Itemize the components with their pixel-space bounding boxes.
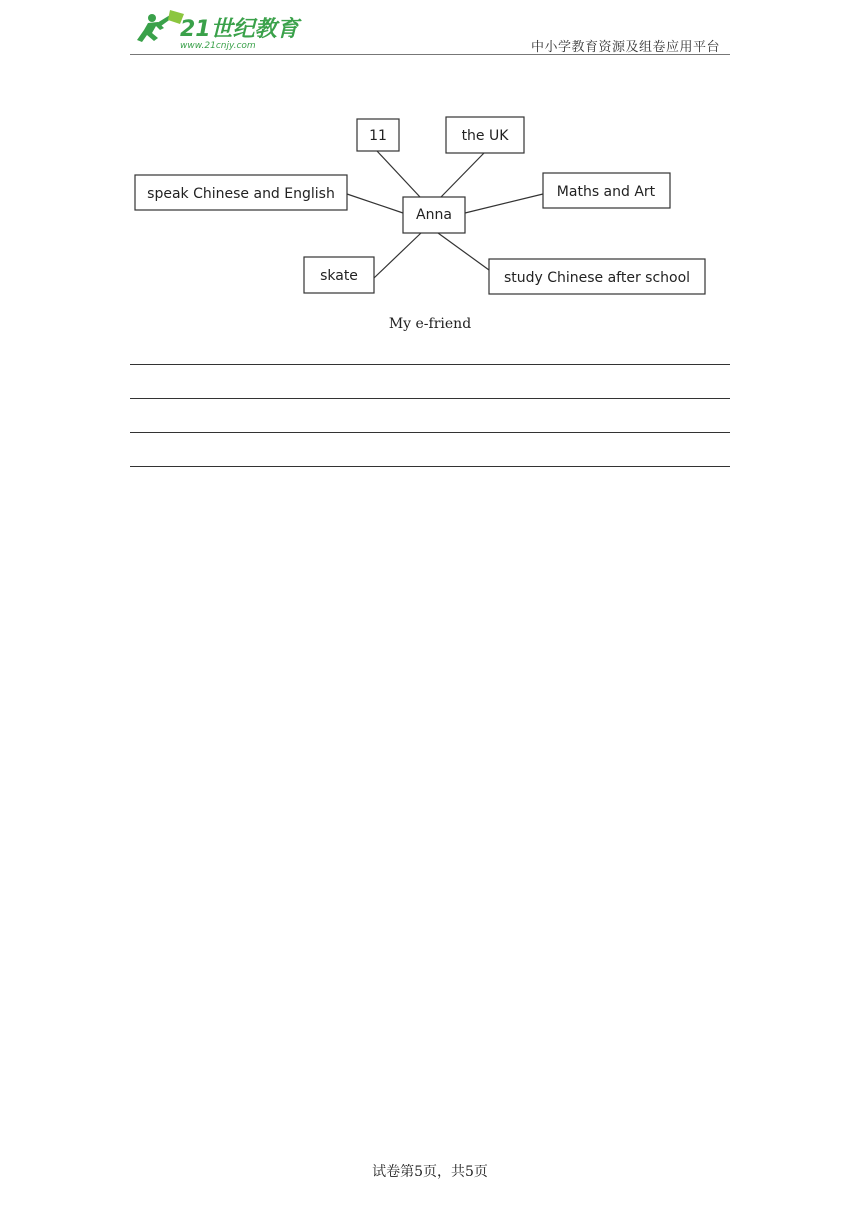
node-hobby [304, 257, 374, 293]
node-center [403, 197, 465, 233]
runner-icon [137, 10, 184, 42]
connector-study [438, 233, 489, 270]
writing-line [130, 466, 730, 467]
node-country-label: the UK [461, 128, 509, 144]
node-center-label: Anna [416, 207, 452, 223]
node-country [446, 117, 524, 153]
logo-main-text: 21世纪教育 [180, 17, 299, 42]
writing-line [130, 432, 730, 433]
mind-map [0, 100, 860, 310]
node-activity [489, 259, 705, 294]
connector-uk [441, 153, 484, 197]
node-activity-label: study Chinese after school [503, 270, 691, 286]
node-subjects [543, 173, 670, 208]
writing-line [130, 364, 730, 365]
node-age-label: 11 [369, 128, 387, 144]
connector-maths [465, 194, 543, 213]
logo-url-text: www.21cnjy.com [180, 41, 256, 51]
page-footer: 试卷第5页，共5页 [372, 1164, 488, 1180]
node-hobby-label: skate [320, 268, 358, 284]
node-languages-label: speak Chinese and English [147, 186, 335, 202]
diagram-caption: My e-friend [388, 316, 472, 332]
header-divider [130, 54, 730, 55]
writing-line [130, 398, 730, 399]
node-age [357, 119, 399, 151]
connector-skate [374, 233, 421, 278]
page-header [130, 0, 730, 56]
header-platform-text: 中小学教育资源及组卷应用平台 [530, 40, 720, 55]
connector-11 [377, 151, 420, 197]
connector-speak [347, 194, 403, 213]
node-languages [135, 175, 347, 210]
node-subjects-label: Maths and Art [556, 184, 656, 200]
site-logo [130, 6, 330, 52]
